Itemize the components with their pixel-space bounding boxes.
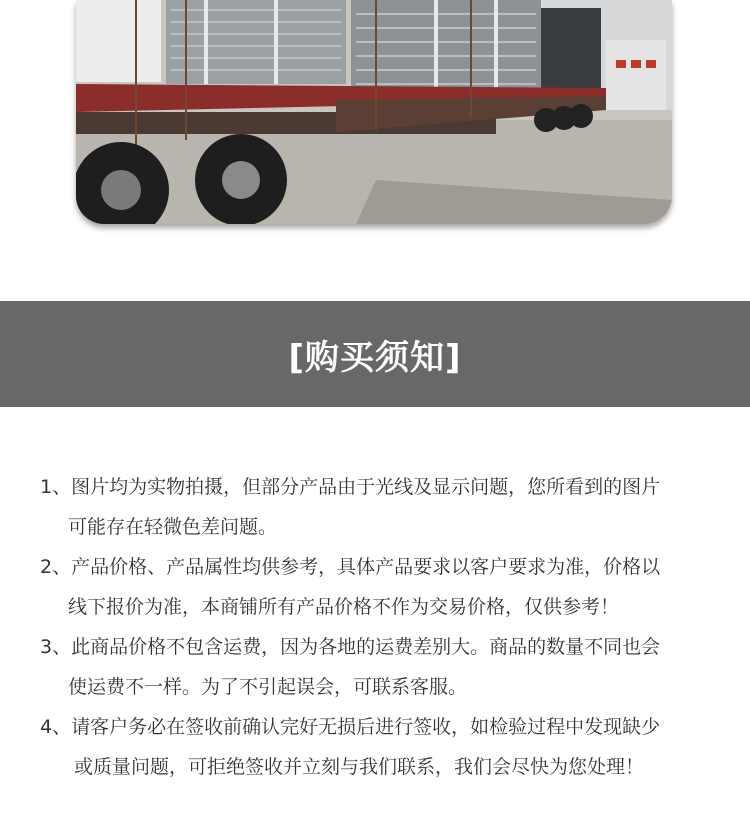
purchase-notice-banner: [0, 301, 750, 407]
truck-photo: [76, 0, 672, 224]
notice-item-1-line-2: 可能存在轻微色差问题。: [68, 516, 278, 538]
notice-item-2-line-1: 2、产品价格、产品属性均供参考，具体产品要求以客户要求为准，价格以: [40, 556, 661, 578]
notice-item-4-line-1: 4、请客户务必在签收前确认完好无损后进行签收，如检验过程中发现缺少: [40, 716, 661, 738]
notice-item-3-line-1: 3、此商品价格不包含运费，因为各地的运费差别大。商品的数量不同也会: [40, 636, 661, 658]
notice-item-1-line-1: 1、图片均为实物拍摄，但部分产品由于光线及显示问题，您所看到的图片: [40, 476, 661, 498]
notice-item-2-line-2: 线下报价为准，本商铺所有产品价格不作为交易价格，仅供参考！: [68, 596, 620, 618]
banner-title: [购买须知]: [288, 337, 462, 378]
notice-item-3-line-2: 使运费不一样。为了不引起误会，可联系客服。: [68, 676, 468, 698]
notice-item-4-line-2: 或质量问题，可拒绝签收并立刻与我们联系，我们会尽快为您处理！: [74, 756, 645, 778]
